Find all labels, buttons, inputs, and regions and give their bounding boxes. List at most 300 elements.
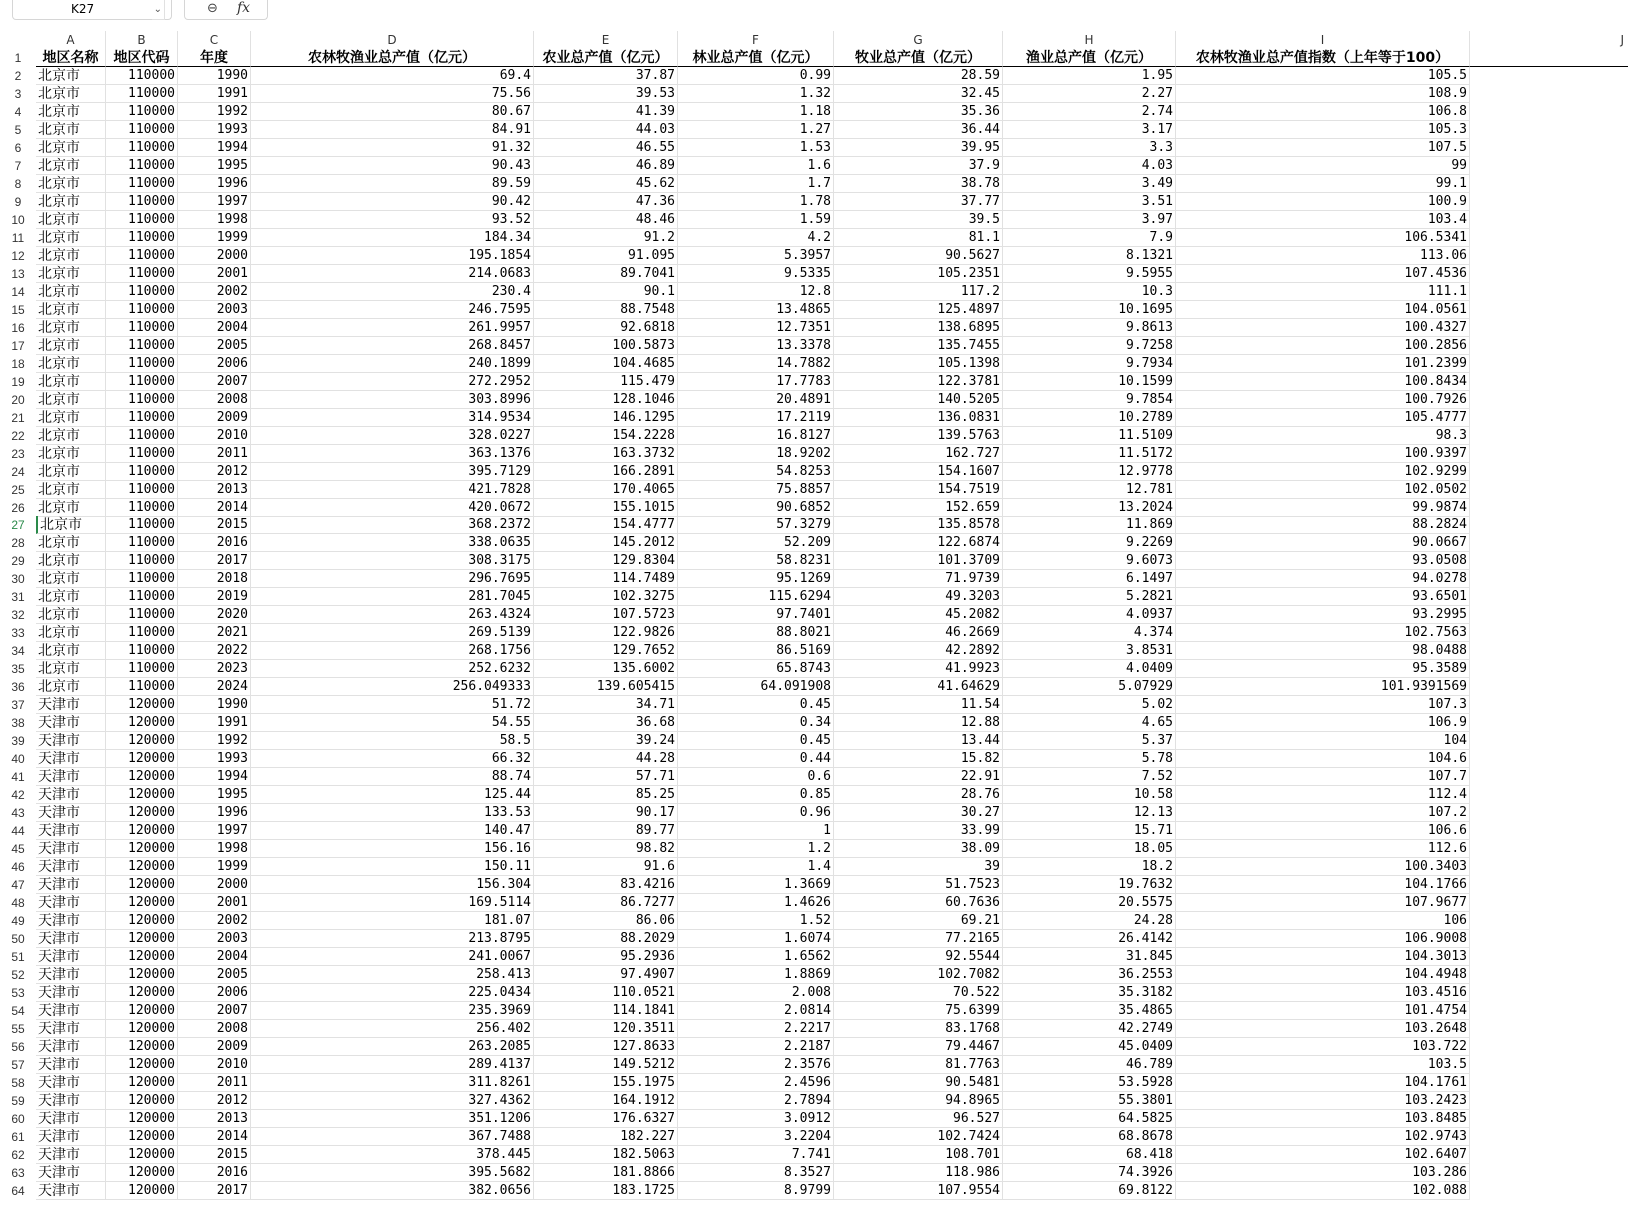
- cell[interactable]: 15.71: [1003, 822, 1176, 840]
- cell[interactable]: 101.3709: [834, 552, 1003, 570]
- cell[interactable]: 368.2372: [251, 516, 534, 534]
- cell[interactable]: 75.56: [251, 85, 534, 103]
- cell[interactable]: 36.68: [534, 714, 678, 732]
- cell[interactable]: 162.727: [834, 445, 1003, 463]
- cell[interactable]: 107.3: [1176, 696, 1470, 714]
- cell[interactable]: 12.88: [834, 714, 1003, 732]
- cell[interactable]: 230.4: [251, 283, 534, 301]
- cell[interactable]: 129.7652: [534, 642, 678, 660]
- cell[interactable]: 5.3957: [678, 247, 834, 265]
- row-number[interactable]: 46: [11, 860, 25, 875]
- cell[interactable]: 108.9: [1176, 85, 1470, 103]
- cell[interactable]: 2003: [178, 930, 251, 948]
- cell[interactable]: 2020: [178, 606, 251, 624]
- cell[interactable]: [1470, 283, 1628, 301]
- cell[interactable]: 85.25: [534, 786, 678, 804]
- cell[interactable]: 33.99: [834, 822, 1003, 840]
- cell[interactable]: 1.53: [678, 139, 834, 157]
- cell[interactable]: [1470, 85, 1628, 103]
- cell[interactable]: 240.1899: [251, 355, 534, 373]
- cell[interactable]: 88.2824: [1176, 516, 1470, 534]
- cell[interactable]: 102.088: [1176, 1182, 1470, 1200]
- cell[interactable]: [1470, 894, 1628, 912]
- cell[interactable]: 110.0521: [534, 984, 678, 1002]
- cell[interactable]: 110000: [106, 103, 178, 121]
- cell[interactable]: 12.13: [1003, 804, 1176, 822]
- cell[interactable]: 112.4: [1176, 786, 1470, 804]
- cell[interactable]: 106: [1176, 912, 1470, 930]
- cell[interactable]: [1470, 175, 1628, 193]
- cell[interactable]: 150.11: [251, 858, 534, 876]
- row-number[interactable]: 20: [11, 392, 25, 407]
- row-number[interactable]: 53: [11, 985, 25, 1000]
- cell[interactable]: 41.64629: [834, 678, 1003, 696]
- cell[interactable]: [1470, 984, 1628, 1002]
- header-cell[interactable]: [1470, 49, 1628, 67]
- chevron-down-icon[interactable]: ⌄: [152, 0, 165, 20]
- cell[interactable]: 14.7882: [678, 355, 834, 373]
- cell[interactable]: 1.4: [678, 858, 834, 876]
- cell[interactable]: 100.7926: [1176, 391, 1470, 409]
- cell[interactable]: 93.6501: [1176, 588, 1470, 606]
- cell[interactable]: 天津市: [36, 786, 106, 804]
- cell[interactable]: 88.8021: [678, 624, 834, 642]
- cell[interactable]: 15.82: [834, 750, 1003, 768]
- cell[interactable]: 110000: [106, 229, 178, 247]
- cell[interactable]: 2.74: [1003, 103, 1176, 121]
- cell[interactable]: 2013: [178, 1110, 251, 1128]
- cell[interactable]: 98.82: [534, 840, 678, 858]
- cell[interactable]: 北京市: [36, 445, 106, 463]
- cell[interactable]: 95.3589: [1176, 660, 1470, 678]
- cell[interactable]: 263.4324: [251, 606, 534, 624]
- cell[interactable]: 110000: [106, 570, 178, 588]
- cell[interactable]: 2006: [178, 984, 251, 1002]
- row-number[interactable]: 40: [11, 752, 25, 767]
- cell[interactable]: 18.05: [1003, 840, 1176, 858]
- row-number[interactable]: 5: [14, 122, 22, 137]
- cell[interactable]: 110000: [106, 463, 178, 481]
- cell[interactable]: 2022: [178, 642, 251, 660]
- name-box[interactable]: [12, 0, 172, 20]
- cell[interactable]: 268.8457: [251, 337, 534, 355]
- cell[interactable]: [1470, 606, 1628, 624]
- cell[interactable]: 天津市: [36, 714, 106, 732]
- cell[interactable]: 146.1295: [534, 409, 678, 427]
- cell[interactable]: 4.374: [1003, 624, 1176, 642]
- cell[interactable]: 36.2553: [1003, 966, 1176, 984]
- cell[interactable]: 1.3669: [678, 876, 834, 894]
- cell[interactable]: 2011: [178, 445, 251, 463]
- cell[interactable]: 395.7129: [251, 463, 534, 481]
- cell[interactable]: 1996: [178, 804, 251, 822]
- cell[interactable]: 51.72: [251, 696, 534, 714]
- cell[interactable]: 46.55: [534, 139, 678, 157]
- cell[interactable]: [1470, 552, 1628, 570]
- cell[interactable]: 122.3781: [834, 373, 1003, 391]
- row-number[interactable]: 11: [11, 230, 25, 245]
- cell[interactable]: 110000: [106, 67, 178, 85]
- cell[interactable]: 北京市: [36, 391, 106, 409]
- cell[interactable]: 110000: [106, 427, 178, 445]
- cell[interactable]: 100.8434: [1176, 373, 1470, 391]
- cell[interactable]: 91.2: [534, 229, 678, 247]
- cell[interactable]: 2.4596: [678, 1074, 834, 1092]
- row-number[interactable]: 43: [11, 806, 25, 821]
- cell[interactable]: 378.445: [251, 1146, 534, 1164]
- cell[interactable]: 北京市: [36, 499, 106, 517]
- cell[interactable]: 395.5682: [251, 1164, 534, 1182]
- cell[interactable]: [1470, 463, 1628, 481]
- cell[interactable]: 2015: [178, 516, 251, 534]
- cell[interactable]: 5.37: [1003, 732, 1176, 750]
- cell[interactable]: [1470, 319, 1628, 337]
- cell[interactable]: [1470, 265, 1628, 283]
- cell[interactable]: 120000: [106, 1128, 178, 1146]
- cell[interactable]: 0.44: [678, 750, 834, 768]
- cell[interactable]: 120000: [106, 768, 178, 786]
- cell[interactable]: 2012: [178, 1092, 251, 1110]
- cell[interactable]: 110000: [106, 139, 178, 157]
- cell[interactable]: 154.4777: [534, 516, 678, 534]
- cell[interactable]: [1470, 391, 1628, 409]
- cell[interactable]: [1470, 624, 1628, 642]
- cell[interactable]: 111.1: [1176, 283, 1470, 301]
- cell[interactable]: 108.701: [834, 1146, 1003, 1164]
- cell[interactable]: 69.8122: [1003, 1182, 1176, 1200]
- cell[interactable]: 90.0667: [1176, 534, 1470, 552]
- cell[interactable]: 0.45: [678, 696, 834, 714]
- cell[interactable]: [1470, 1020, 1628, 1038]
- cell[interactable]: 2015: [178, 1146, 251, 1164]
- cell[interactable]: 363.1376: [251, 445, 534, 463]
- cell[interactable]: 北京市: [36, 427, 106, 445]
- cell[interactable]: 102.3275: [534, 588, 678, 606]
- row-number[interactable]: 41: [11, 770, 25, 785]
- cell[interactable]: 10.1599: [1003, 373, 1176, 391]
- cell[interactable]: 1.78: [678, 193, 834, 211]
- header-cell[interactable]: 农林牧渔业总产值指数（上年等于100）: [1176, 49, 1470, 67]
- cell[interactable]: 90.5627: [834, 247, 1003, 265]
- cell[interactable]: 258.413: [251, 966, 534, 984]
- cell[interactable]: 95.1269: [678, 570, 834, 588]
- cell[interactable]: 421.7828: [251, 481, 534, 499]
- cell[interactable]: [1470, 822, 1628, 840]
- cell[interactable]: 天津市: [36, 750, 106, 768]
- cell[interactable]: [1470, 588, 1628, 606]
- row-number[interactable]: 10: [11, 212, 25, 227]
- cell[interactable]: 86.5169: [678, 642, 834, 660]
- cell[interactable]: 11.54: [834, 696, 1003, 714]
- column-header-j[interactable]: J: [1620, 33, 1624, 47]
- cell[interactable]: 1.52: [678, 912, 834, 930]
- cell[interactable]: 11.5172: [1003, 445, 1176, 463]
- row-number[interactable]: 3: [14, 86, 22, 101]
- cell[interactable]: 12.781: [1003, 481, 1176, 499]
- cell[interactable]: 102.6407: [1176, 1146, 1470, 1164]
- cell[interactable]: 105.5: [1176, 67, 1470, 85]
- cell[interactable]: 90.6852: [678, 499, 834, 517]
- cell[interactable]: 156.16: [251, 840, 534, 858]
- cell[interactable]: 9.5335: [678, 265, 834, 283]
- cell[interactable]: 26.4142: [1003, 930, 1176, 948]
- cell[interactable]: 106.9008: [1176, 930, 1470, 948]
- cell[interactable]: 37.87: [534, 67, 678, 85]
- row-number[interactable]: 28: [11, 536, 25, 551]
- row-number[interactable]: 54: [11, 1003, 25, 1018]
- cell[interactable]: 169.5114: [251, 894, 534, 912]
- cell[interactable]: 天津市: [36, 876, 106, 894]
- cell[interactable]: 57.71: [534, 768, 678, 786]
- cell[interactable]: 195.1854: [251, 247, 534, 265]
- row-number[interactable]: 64: [11, 1183, 25, 1198]
- cell[interactable]: 101.2399: [1176, 355, 1470, 373]
- cell[interactable]: 110000: [106, 606, 178, 624]
- cell[interactable]: 89.77: [534, 822, 678, 840]
- row-number[interactable]: 35: [11, 662, 25, 677]
- cell[interactable]: 120000: [106, 1038, 178, 1056]
- cell[interactable]: 1.27: [678, 121, 834, 139]
- cell[interactable]: 120000: [106, 696, 178, 714]
- cell[interactable]: 37.9: [834, 157, 1003, 175]
- cell[interactable]: 北京市: [36, 534, 106, 552]
- cell[interactable]: 0.96: [678, 804, 834, 822]
- cell[interactable]: 110000: [106, 678, 178, 696]
- cell[interactable]: 天津市: [36, 1092, 106, 1110]
- cell[interactable]: 1993: [178, 750, 251, 768]
- cell[interactable]: 104.3013: [1176, 948, 1470, 966]
- cell[interactable]: 1.32: [678, 85, 834, 103]
- cell[interactable]: 45.2082: [834, 606, 1003, 624]
- cell[interactable]: 30.27: [834, 804, 1003, 822]
- cell[interactable]: 37.77: [834, 193, 1003, 211]
- cell[interactable]: 125.4897: [834, 301, 1003, 319]
- cell[interactable]: 4.0409: [1003, 660, 1176, 678]
- cell[interactable]: 92.5544: [834, 948, 1003, 966]
- cell[interactable]: 110000: [106, 534, 178, 552]
- cell[interactable]: 1.6074: [678, 930, 834, 948]
- cell[interactable]: 60.7636: [834, 894, 1003, 912]
- cell[interactable]: 120000: [106, 1074, 178, 1092]
- row-number[interactable]: 52: [11, 967, 25, 982]
- cell[interactable]: 6.1497: [1003, 570, 1176, 588]
- cell[interactable]: 北京市: [36, 337, 106, 355]
- row-number[interactable]: 62: [11, 1147, 25, 1162]
- cell[interactable]: 176.6327: [534, 1110, 678, 1128]
- cell[interactable]: 42.2749: [1003, 1020, 1176, 1038]
- cell[interactable]: 46.2669: [834, 624, 1003, 642]
- row-number[interactable]: 16: [11, 320, 25, 335]
- cell[interactable]: 101.9391569: [1176, 678, 1470, 696]
- cell[interactable]: 0.6: [678, 768, 834, 786]
- cell[interactable]: 120000: [106, 876, 178, 894]
- cell[interactable]: 北京市: [36, 121, 106, 139]
- header-cell[interactable]: 地区名称: [36, 49, 106, 67]
- cell[interactable]: 107.7: [1176, 768, 1470, 786]
- cell[interactable]: [1470, 786, 1628, 804]
- row-number[interactable]: 57: [11, 1057, 25, 1072]
- cell[interactable]: 328.0227: [251, 427, 534, 445]
- cell[interactable]: 125.44: [251, 786, 534, 804]
- row-number[interactable]: 49: [11, 914, 25, 929]
- cell[interactable]: 1998: [178, 211, 251, 229]
- cell[interactable]: 110000: [106, 373, 178, 391]
- cell[interactable]: 110000: [106, 319, 178, 337]
- cell[interactable]: 107.2: [1176, 804, 1470, 822]
- cell[interactable]: 102.9299: [1176, 463, 1470, 481]
- cell[interactable]: 420.0672: [251, 499, 534, 517]
- cell[interactable]: 9.7854: [1003, 391, 1176, 409]
- cell[interactable]: [1470, 966, 1628, 984]
- cell[interactable]: 天津市: [36, 894, 106, 912]
- cell[interactable]: 86.06: [534, 912, 678, 930]
- cell[interactable]: 154.7519: [834, 481, 1003, 499]
- header-cell[interactable]: 渔业总产值（亿元）: [1003, 49, 1176, 67]
- cell[interactable]: 303.8996: [251, 391, 534, 409]
- cell[interactable]: 90.42: [251, 193, 534, 211]
- cell[interactable]: 31.845: [1003, 948, 1176, 966]
- cell[interactable]: 103.4: [1176, 211, 1470, 229]
- cell[interactable]: [1470, 696, 1628, 714]
- cell[interactable]: 120000: [106, 894, 178, 912]
- cell[interactable]: 1992: [178, 103, 251, 121]
- cell[interactable]: 1.8869: [678, 966, 834, 984]
- cell[interactable]: 110000: [106, 516, 178, 534]
- cell[interactable]: 12.8: [678, 283, 834, 301]
- cell[interactable]: 9.7934: [1003, 355, 1176, 373]
- cell[interactable]: 北京市: [36, 139, 106, 157]
- cell[interactable]: [1470, 732, 1628, 750]
- cell[interactable]: 10.1695: [1003, 301, 1176, 319]
- header-cell[interactable]: 农业总产值（亿元）: [534, 49, 678, 67]
- cell[interactable]: 4.03: [1003, 157, 1176, 175]
- cell[interactable]: 2.008: [678, 984, 834, 1002]
- row-number[interactable]: 30: [11, 572, 25, 587]
- cell[interactable]: 35.3182: [1003, 984, 1176, 1002]
- cell[interactable]: 北京市: [36, 211, 106, 229]
- cell[interactable]: 天津市: [36, 930, 106, 948]
- column-header-f[interactable]: F: [678, 31, 834, 49]
- cell[interactable]: [1470, 481, 1628, 499]
- cell[interactable]: 天津市: [36, 840, 106, 858]
- cell[interactable]: [1470, 103, 1628, 121]
- row-number[interactable]: 23: [11, 446, 25, 461]
- cell[interactable]: 135.8578: [834, 516, 1003, 534]
- cell[interactable]: 120000: [106, 966, 178, 984]
- cell[interactable]: 90.43: [251, 157, 534, 175]
- cell[interactable]: 2008: [178, 391, 251, 409]
- cell[interactable]: 1995: [178, 157, 251, 175]
- cell[interactable]: 127.8633: [534, 1038, 678, 1056]
- cell[interactable]: 2014: [178, 499, 251, 517]
- cell[interactable]: 105.2351: [834, 265, 1003, 283]
- cell[interactable]: 天津市: [36, 1164, 106, 1182]
- cell[interactable]: 28.59: [834, 67, 1003, 85]
- cell[interactable]: 80.67: [251, 103, 534, 121]
- cell[interactable]: [1470, 768, 1628, 786]
- cell[interactable]: 110000: [106, 481, 178, 499]
- cell[interactable]: 天津市: [36, 1056, 106, 1074]
- row-number[interactable]: 36: [11, 680, 25, 695]
- row-number[interactable]: 42: [11, 788, 25, 803]
- cell[interactable]: 75.8857: [678, 481, 834, 499]
- cell[interactable]: 145.2012: [534, 534, 678, 552]
- function-icon[interactable]: fx: [237, 0, 251, 16]
- cell[interactable]: 104.1766: [1176, 876, 1470, 894]
- cell[interactable]: 2017: [178, 552, 251, 570]
- cell[interactable]: 3.0912: [678, 1110, 834, 1128]
- cell[interactable]: 105.1398: [834, 355, 1003, 373]
- cell[interactable]: [1470, 247, 1628, 265]
- cell[interactable]: 133.53: [251, 804, 534, 822]
- cell[interactable]: 8.3527: [678, 1164, 834, 1182]
- cell[interactable]: 98.0488: [1176, 642, 1470, 660]
- cell[interactable]: 83.1768: [834, 1020, 1003, 1038]
- cell[interactable]: [1470, 67, 1628, 85]
- cell[interactable]: 106.6: [1176, 822, 1470, 840]
- cell[interactable]: 天津市: [36, 804, 106, 822]
- cell[interactable]: 58.5: [251, 732, 534, 750]
- cell[interactable]: 5.07929: [1003, 678, 1176, 696]
- cell[interactable]: 17.2119: [678, 409, 834, 427]
- cell[interactable]: 140.5205: [834, 391, 1003, 409]
- cell[interactable]: 38.78: [834, 175, 1003, 193]
- cell[interactable]: 120000: [106, 1146, 178, 1164]
- cell[interactable]: 91.32: [251, 139, 534, 157]
- cell[interactable]: 北京市: [36, 660, 106, 678]
- cell[interactable]: [1470, 301, 1628, 319]
- cell[interactable]: 39: [834, 858, 1003, 876]
- cell[interactable]: 天津市: [36, 1128, 106, 1146]
- cell[interactable]: 2008: [178, 1020, 251, 1038]
- cell[interactable]: [1470, 157, 1628, 175]
- cell[interactable]: 100.5873: [534, 337, 678, 355]
- cell[interactable]: 112.6: [1176, 840, 1470, 858]
- cell[interactable]: 4.2: [678, 229, 834, 247]
- cell[interactable]: 1.6562: [678, 948, 834, 966]
- cell[interactable]: 天津市: [36, 966, 106, 984]
- cell[interactable]: 45.62: [534, 175, 678, 193]
- cell[interactable]: 120000: [106, 858, 178, 876]
- cell[interactable]: 1993: [178, 121, 251, 139]
- cell[interactable]: 北京市: [36, 642, 106, 660]
- cell[interactable]: 北京市: [36, 516, 106, 534]
- cell[interactable]: 北京市: [36, 355, 106, 373]
- cell[interactable]: 2012: [178, 463, 251, 481]
- cell[interactable]: 98.3: [1176, 427, 1470, 445]
- header-cell[interactable]: 年度: [178, 49, 251, 67]
- cell[interactable]: 北京市: [36, 319, 106, 337]
- cell[interactable]: 39.5: [834, 211, 1003, 229]
- cell[interactable]: 110000: [106, 337, 178, 355]
- cell[interactable]: 382.0656: [251, 1182, 534, 1200]
- cell[interactable]: 91.095: [534, 247, 678, 265]
- cell[interactable]: 235.3969: [251, 1002, 534, 1020]
- cell[interactable]: 106.9: [1176, 714, 1470, 732]
- cell[interactable]: 154.1607: [834, 463, 1003, 481]
- cell[interactable]: 96.527: [834, 1110, 1003, 1128]
- cell[interactable]: 120000: [106, 786, 178, 804]
- cell[interactable]: 170.4065: [534, 481, 678, 499]
- cell[interactable]: 1.7: [678, 175, 834, 193]
- cell[interactable]: 107.9554: [834, 1182, 1003, 1200]
- cell[interactable]: 1991: [178, 85, 251, 103]
- cell[interactable]: 269.5139: [251, 624, 534, 642]
- cell[interactable]: 120000: [106, 1002, 178, 1020]
- cell[interactable]: 3.2204: [678, 1128, 834, 1146]
- cell[interactable]: [1470, 1038, 1628, 1056]
- cell[interactable]: 110000: [106, 301, 178, 319]
